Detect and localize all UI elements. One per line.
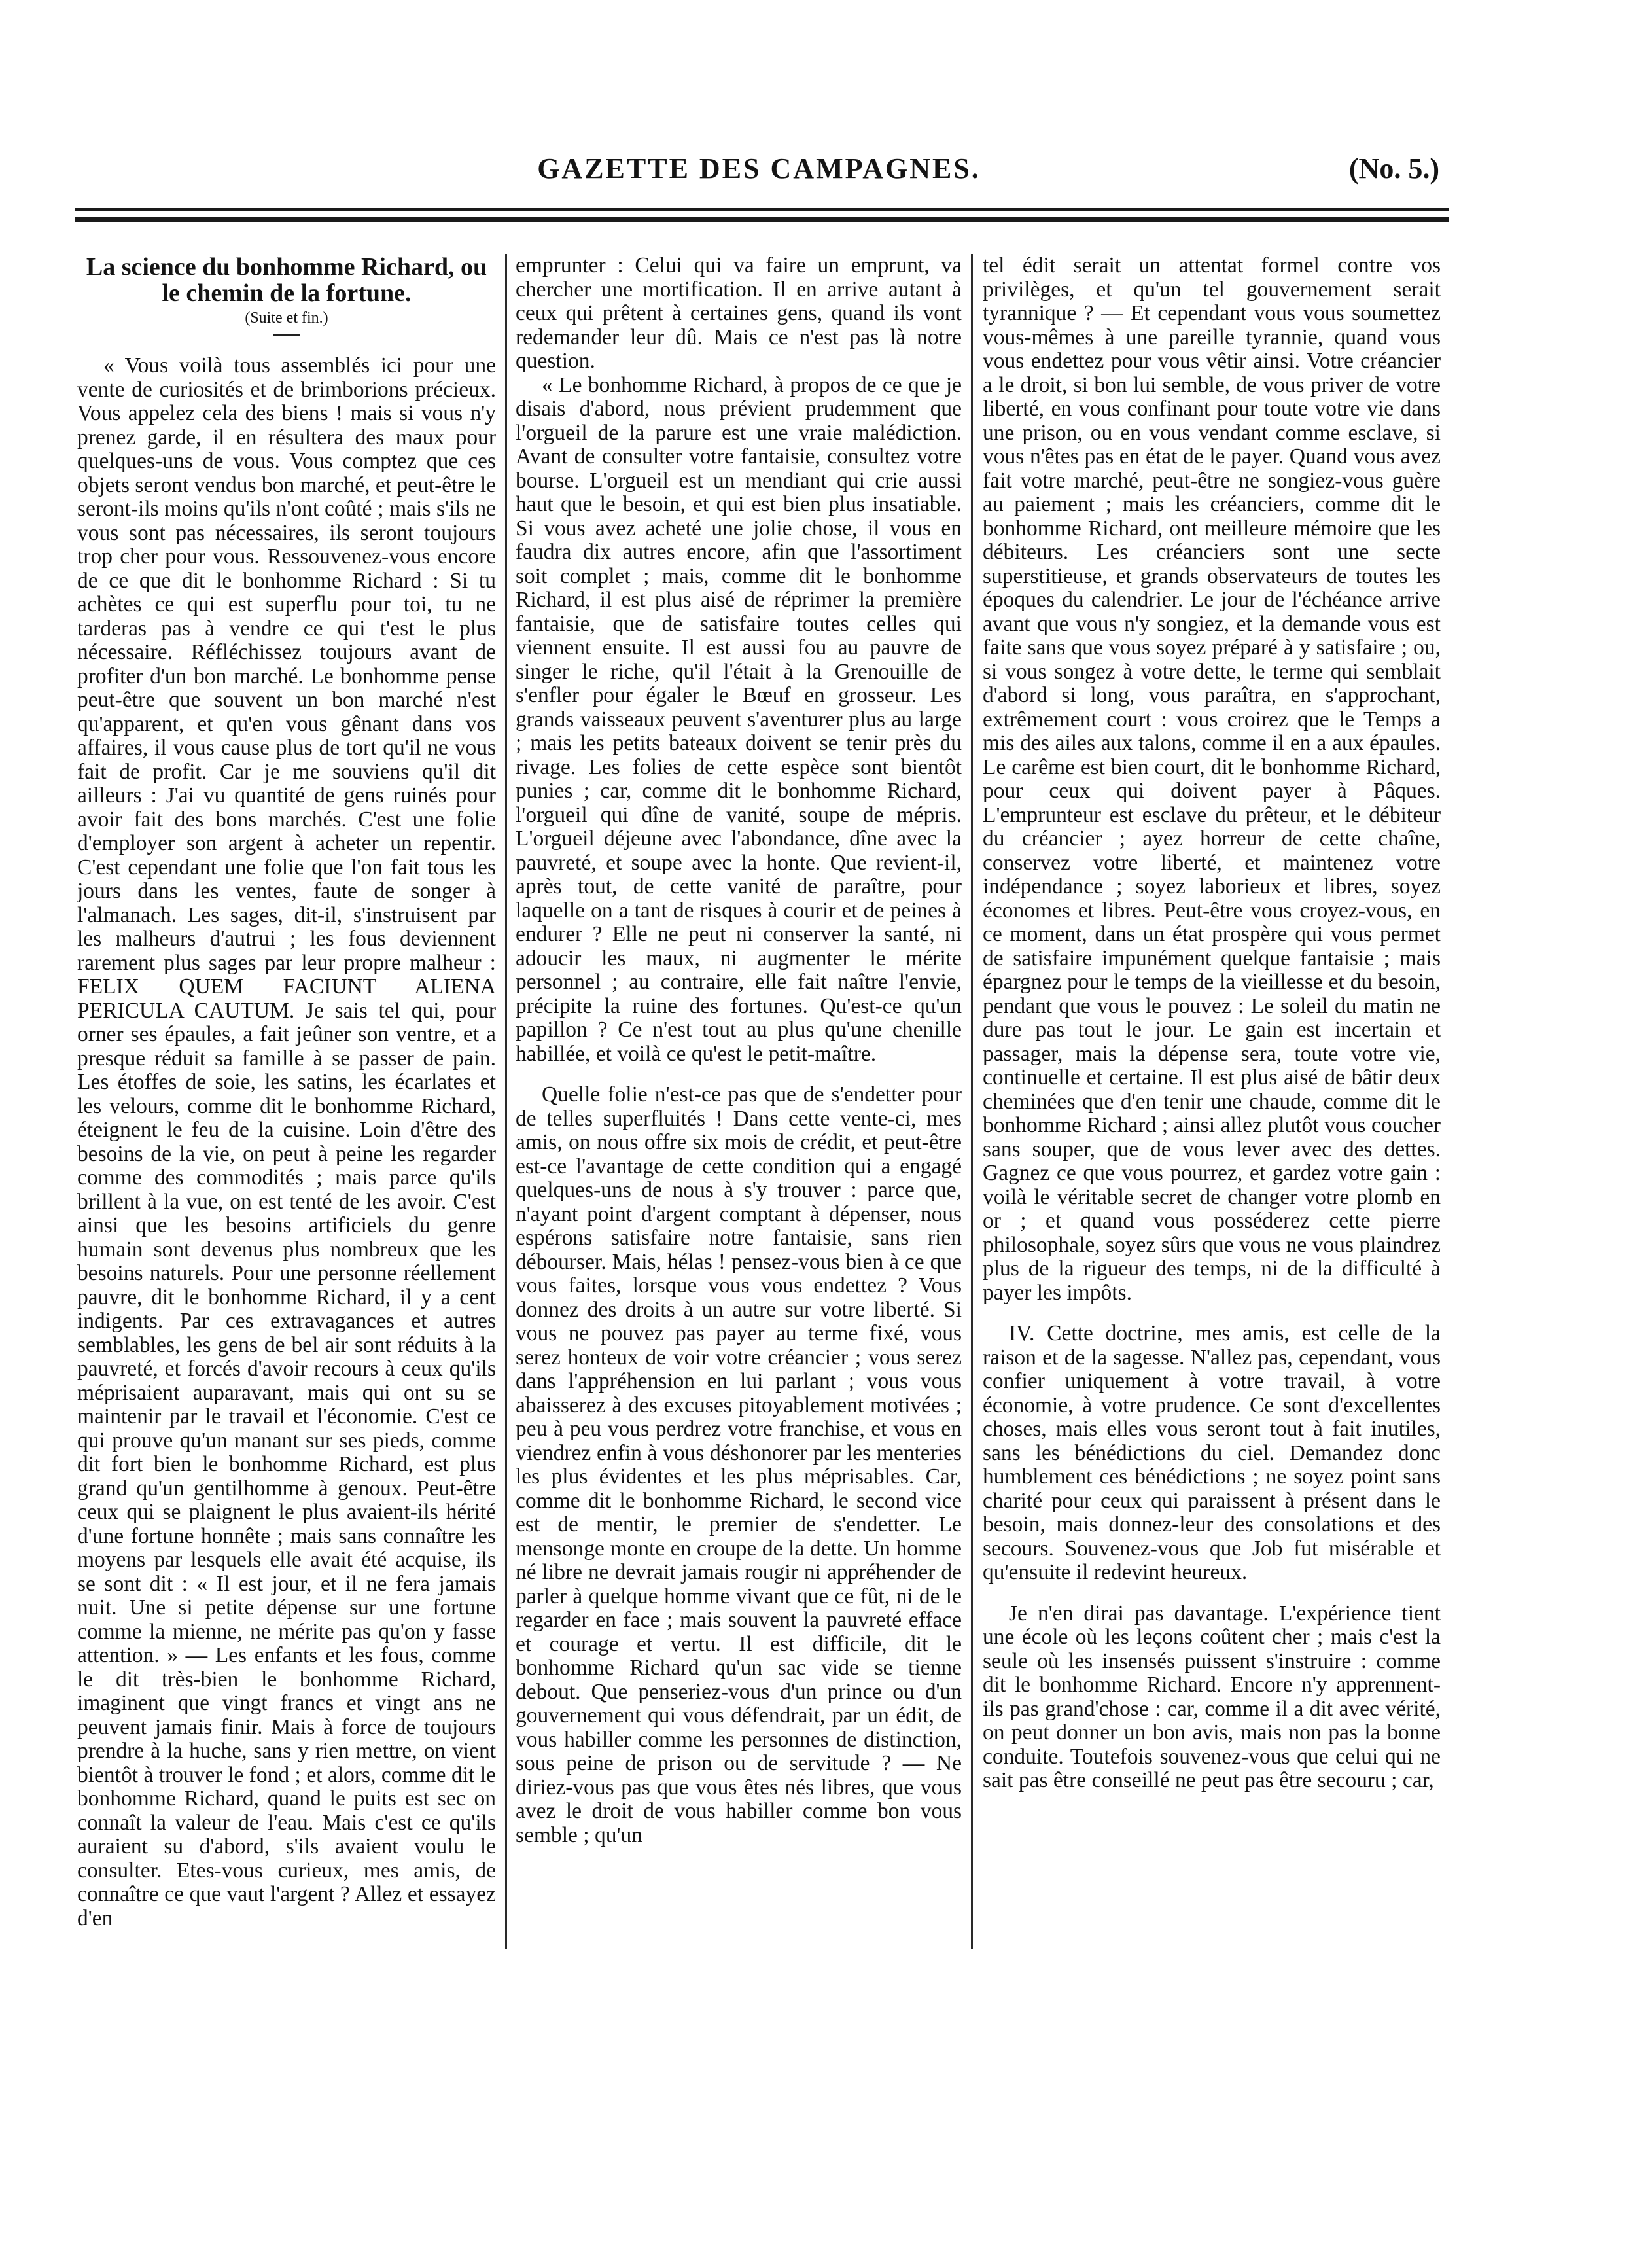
paragraph: emprunter : Celui qui va faire un emprunt, va chercher une mortification. Il en arrive autant à ceux qui prêtent à certaines gens, quand ils vont redemander leur dû. Mais ce n'est pas là notre question. [516,254,962,373]
paragraph: tel édit serait un attentat formel contre vos privilèges, et qu'un tel gouvernement serait tyrannique ? — Et cependant vous vous soumettez vous-mêmes à une pareille tyrannie, quand vous vous endettez pour vous vêtir ainsi. Votre créancier a le droit, si bon lui semble, de vous priver de votre liberté, en vous confinant pour toute votre vie dans une prison, ou en vous vendant comme esclave, si vous n'êtes pas en état de le payer. Quand vous avez fait votre marché, peut-être ne songiez-vous guère au paiement ; mais les créanciers, comme dit le bonhomme Richard, ont meilleure mémoire que les débiteurs. Les créanciers sont une secte superstitieuse, et grands observateurs de toutes les époques du calendrier. Le jour de l'échéance arrive avant que vous n'y songiez, et la demande vous est faite sans que vous soyez préparé à y satisfaire ; ou, si vous songez à votre dette, le terme qui semblait d'abord si long, vous paraîtra, en s'approchant, extrêmement court : vous croirez que le Temps a mis des ailes aux talons, comme il en a aux épaules. Le carême est bien court, dit le bonhomme Richard, pour ceux qui doivent payer à Pâques. L'emprunteur est esclave du prêteur, et le débiteur du créancier ; ayez horreur de cette chaîne, conservez votre liberté, et maintenez votre indépendance ; soyez laborieux et libres, soyez économes et libres. Peut-être vous croyez-vous, en ce moment, dans un état prospère qui vous permet de satisfaire impunément quelque fantaisie ; mais épargnez pour le temps de la vieillesse et du besoin, pendant que vous le pouvez : Le soleil du matin ne dure pas tout le jour. Le gain est incertain et passager, mais la dépense sera, toute votre vie, continuelle et certaine. Il est plus aisé de bâtir deux cheminées que d'en tenir une chaude, comme dit le bonhomme Richard ; ainsi allez plutôt vous coucher sans souper, que de vous lever avec des dettes. Gagnez ce que vous pourrez, et gardez votre gain : voilà le véritable secret de changer votre plomb en or ; et quand vous posséderez cette pierre philosophale, soyez sûrs que vous ne vous plaindrez plus de la rigueur des temps, ni de la difficulté à payer les impôts. [983,254,1441,1305]
column-divider [971,254,973,1949]
paragraph: IV. Cette doctrine, mes amis, est celle de la raison et de la sagesse. N'allez pas, cependant, vous confier uniquement à votre travail, à votre économie, à votre prudence. Ce sont d'excellentes choses, mais elles vous seront tout à fait inutiles, sans les bénédictions du ciel. Demandez donc humblement ces bénédictions ; ne soyez point sans charité pour ceux qui paraissent à présent dans le besoin, mais donnez-leur des consolations et des secours. Souvenez-vous que Job fut misérable et qu'ensuite il redevint heureux. [983,1321,1441,1584]
title-dash [273,334,300,336]
column-1 [77,254,496,1942]
article-subtitle: (Suite et fin.) [245,310,328,327]
newspaper-title: GAZETTE DES CAMPAGNES. [537,152,981,185]
column-2 [516,254,962,1942]
paragraph: Je n'en dirai pas davantage. L'expérience tient une école où les leçons coûtent cher ; mais c'est la seule où les insensés puissent s'instruire : comme dit le bonhomme Richard. Encore n'y apprennent-ils pas grand'chose : car, comme il a dit avec vérité, on peut donner un bon avis, mais non pas la bonne conduite. Toutefois souvenez-vous que celui qui ne sait pas être conseillé ne peut pas être secouru ; car, [983,1601,1441,1792]
masthead [79,152,1439,198]
issue-number: (No. 5.) [1348,152,1439,185]
header-rule-thick [75,217,1449,222]
column-3 [983,254,1441,1942]
header-rule-thin [75,208,1449,211]
article-title: La science du bonhomme Richard, ou le chemin de la fortune. [86,254,487,307]
paragraph: « Vous voilà tous assemblés ici pour une vente de curiosités et de brimborions précieux. Vous appelez cela des biens ! mais si vous n'y prenez garde, il en résultera des maux pour quelques-uns de vous. Vous comptez que ces objets seront vendus bon marché, et peut-être le seront-ils moins qu'ils n'ont coûté ; mais s'ils ne vous sont pas nécessaires, ils seront toujours trop cher pour vous. Ressouvenez-vous encore de ce que dit le bonhomme Richard : Si tu achètes ce qui est superflu pour toi, tu ne tarderas pas à vendre ce qui t'est le plus nécessaire. Réfléchissez toujours avant de profiter d'un bon marché. Le bonhomme pense peut-être que souvent un bon marché n'est qu'apparent, et qu'en vous gênant dans vos affaires, il vous cause plus de tort qu'il ne vous fait de profit. Car je me souviens qu'il dit ailleurs : J'ai vu quantité de gens ruinés pour avoir fait des bons marchés. C'est une folie d'employer son argent à acheter un repentir. C'est cependant une folie que l'on fait tous les jours dans les ventes, faute de songer à l'almanach. Les sages, dit-il, s'instruisent par les malheurs d'autrui ; les fous deviennent rarement plus sages par leur propre malheur : FELIX QUEM FACIUNT ALIENA PERICULA CAUTUM. Je sais tel qui, pour orner ses épaules, a fait jeûner son ventre, et a presque réduit sa famille à se passer de pain. Les étoffes de soie, les satins, les écarlates et les velours, comme dit le bonhomme Richard, éteignent le feu de la cuisine. Loin d'être des besoins de la vie, on peut à peine les regarder comme des commodités ; mais parce qu'ils brillent à la vue, on est tenté de les avoir. C'est ainsi que les besoins artificiels du genre humain sont devenus plus nombreux que les besoins naturels. Pour une personne réellement pauvre, dit le bonhomme Richard, il y a cent indigents. Par ces extravagances et autres semblables, les gens de bel air sont réduits à la pauvreté, et forcés d'avoir recours à ceux qu'ils méprisaient auparavant, mais qui ont su se maintenir par le travail et l'économie. C'est ce qui prouve qu'un manant sur ses pieds, comme dit fort bien le bonhomme Richard, est plus grand qu'un gentilhomme à genoux. Peut-être ceux qui se plaignent le plus avaient-ils hérité d'une fortune honnête ; mais sans connaître les moyens par lesquels elle avait été acquise, ils se sont dit : « Il est jour, et il ne fera jamais nuit. Une si petite dépense sur une fortune comme la mienne, ne mérite pas qu'on y fasse attention. » — Les enfants et les fous, comme le dit très-bien le bonhomme Richard, imaginent que vingt francs et vingt ans ne peuvent jamais finir. Mais à force de toujours prendre à la huche, sans y rien mettre, on vient bientôt à trouver le fond ; et alors, comme dit le bonhomme Richard, quand le puits est sec on connaît la valeur de l'eau. Mais c'est ce qu'ils auraient su d'abord, s'ils avaient voulu le consulter. Etes-vous curieux, mes amis, de connaître ce que vaut l'argent ? Allez et essayez d'en [77,353,496,1930]
paragraph: « Le bonhomme Richard, à propos de ce que je disais d'abord, nous prévient prudemment que l'orgueil de la parure est une vraie malédiction. Avant de consulter votre fantaisie, consultez votre bourse. L'orgueil est un mendiant qui crie aussi haut que le besoin, et qui est bien plus insatiable. Si vous avez acheté une jolie chose, il vous en faudra dix autres encore, afin que l'assortiment soit complet ; mais, comme dit le bonhomme Richard, il est plus aisé de réprimer la première fantaisie, que de satisfaire toutes celles qui viennent ensuite. Il est aussi fou au pauvre de singer le riche, qu'il l'était à la Grenouille de s'enfler pour égaler le Bœuf en grosseur. Les grands vaisseaux peuvent s'aventurer plus au large ; mais les petits bateaux doivent se tenir près du rivage. Les folies de cette espèce sont bientôt punies ; car, comme dit le bonhomme Richard, l'orgueil qui dîne de vanité, soupe de mépris. L'orgueil déjeune avec l'abondance, dîne avec la pauvreté, et soupe avec la honte. Que revient-il, après tout, de cette vanité de paraître, pour laquelle on a tant de risques à courir et de peines à endurer ? Elle ne peut ni conserver la santé, ni adoucir les maux, ni augmenter le mérite personnel ; au contraire, elle fait naître l'envie, précipite la ruine des fortunes. Qu'est-ce qu'un papillon ? Ce n'est tout au plus qu'une chenille habillée, et voilà ce qu'est le petit-maître. [516,372,962,1066]
paragraph: Quelle folie n'est-ce pas que de s'endetter pour de telles superfluités ! Dans cette vente-ci, mes amis, on nous offre six mois de crédit, et peut-être est-ce l'avantage de cette condition qui a engagé quelques-uns de nous à s'y trouver : parce que, n'ayant point d'argent comptant à dépenser, nous espérons satisfaire notre fantaisie, sans rien débourser. Mais, hélas ! pensez-vous bien à ce que vous faites, lorsque vous vous endettez ? Vous donnez des droits à un autre sur votre liberté. Si vous ne pouvez pas payer au terme fixé, vous serez honteux de voir votre créancier ; vous serez dans l'appréhension en lui parlant ; vous vous abaisserez à des excuses pitoyablement motivées ; peu à peu vous perdrez votre franchise, et vous en viendrez enfin à vous déshonorer par les menteries les plus évidentes et les plus méprisables. Car, comme dit le bonhomme Richard, le second vice est de mentir, le premier de s'endetter. Le mensonge monte en croupe de la dette. Un homme né libre ne devrait jamais rougir ni appréhender de parler à quelque homme vivant que ce fût, ni de le regarder en face ; mais souvent la pauvreté efface et courage et vertu. Il est difficile, dit le bonhomme Richard qu'un sac vide se tienne debout. Que penseriez-vous d'un prince ou d'un gouvernement qui vous défendrait, par un édit, de vous habiller comme les personnes de distinction, sous peine de prison ou de servitude ? — Ne diriez-vous pas que vous êtes nés libres, que vous avez le droit de vous habiller comme bon vous semble ; qu'un [516,1082,962,1847]
column-divider [505,254,507,1949]
